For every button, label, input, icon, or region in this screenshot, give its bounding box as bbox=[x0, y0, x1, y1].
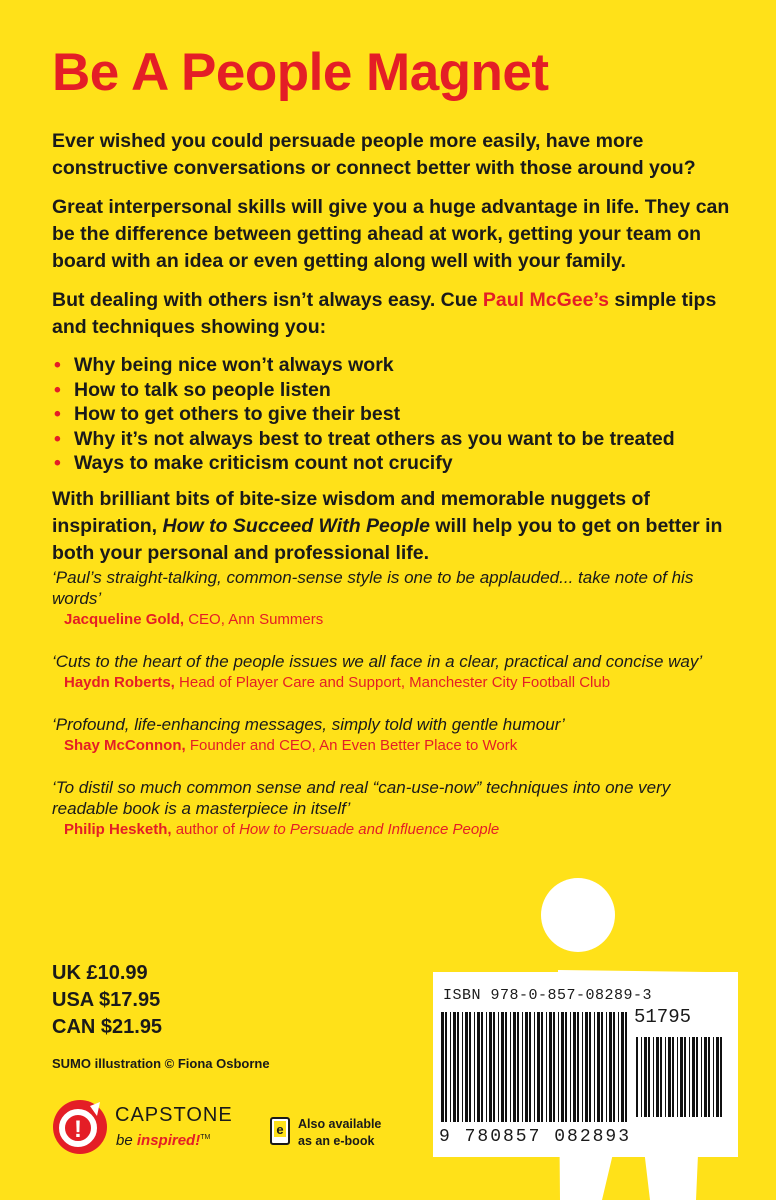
barcode-stripe bbox=[684, 1037, 686, 1117]
publisher-name: CAPSTONE bbox=[115, 1104, 233, 1126]
bullet-dot: • bbox=[54, 452, 61, 474]
price-line: UK £10.99 bbox=[52, 962, 148, 984]
endorsements bbox=[52, 567, 732, 861]
barcode-stripe bbox=[462, 1012, 463, 1122]
endorsement-quote: ‘Paul’s straight-talking, common-sense style is one to be applauded... take note of his words’ bbox=[52, 568, 694, 608]
barcode-stripe bbox=[561, 1012, 564, 1122]
endorsement bbox=[52, 714, 732, 756]
endorsement-attribution: Jacqueline Gold, CEO, Ann Summers bbox=[64, 611, 324, 628]
price-code: 51795 bbox=[634, 1006, 692, 1028]
barcode-stripe bbox=[636, 1037, 638, 1117]
bullet-dot: • bbox=[54, 427, 61, 450]
tips-list-item: • Ways to make criticism count not crucify bbox=[54, 452, 453, 474]
barcode-stripe bbox=[529, 1012, 531, 1122]
endorsement bbox=[52, 651, 732, 693]
barcode-stripe bbox=[525, 1012, 528, 1122]
barcode-stripe bbox=[537, 1012, 540, 1122]
ebook-note bbox=[270, 1113, 410, 1163]
barcode-stripe bbox=[457, 1012, 459, 1122]
barcode-stripe bbox=[450, 1012, 451, 1122]
barcode-stripe bbox=[573, 1012, 576, 1122]
barcode-stripe bbox=[648, 1037, 650, 1117]
endorser-name: Haydn Roberts, bbox=[64, 674, 175, 691]
svg-text:!: ! bbox=[74, 1116, 82, 1143]
barcode-stripe bbox=[597, 1012, 600, 1122]
barcode-stripe bbox=[582, 1012, 583, 1122]
barcode-stripe bbox=[716, 1037, 719, 1117]
ebook-icon bbox=[270, 1117, 290, 1145]
author-name: Paul McGee’s bbox=[482, 289, 610, 311]
ebook-line-2: as an e-book bbox=[298, 1134, 375, 1148]
page-title: Be A People Magnet bbox=[52, 43, 549, 102]
endorsement-quote: ‘Cuts to the heart of the people issues we all face in a clear, practical and concise way’ bbox=[52, 652, 703, 671]
barcode-stripe bbox=[713, 1037, 714, 1117]
barcode-stripe bbox=[653, 1037, 654, 1117]
barcode-stripe bbox=[498, 1012, 499, 1122]
blurb-paragraph-1: Ever wished you could persuade people more easily, have more constructive conversations or connect better with those around you? bbox=[52, 130, 696, 179]
barcode-stripe bbox=[621, 1012, 624, 1122]
barcode-stripe bbox=[585, 1012, 588, 1122]
publisher-tagline: be inspired!™ bbox=[116, 1132, 211, 1149]
barcode-stripe bbox=[493, 1012, 495, 1122]
barcode-stripe bbox=[453, 1012, 456, 1122]
barcode-stripe bbox=[601, 1012, 603, 1122]
barcode-stripe bbox=[553, 1012, 555, 1122]
barcode-stripe bbox=[501, 1012, 504, 1122]
endorsement-quote: ‘To distil so much common sense and real “can-use-now” techniques into one very readable book is a masterpiece in itself’ bbox=[52, 778, 671, 818]
isbn-text: ISBN 978-0-857-08289-3 bbox=[443, 987, 653, 1004]
endorser-name: Jacqueline Gold, bbox=[64, 611, 185, 628]
barcode-stripe bbox=[534, 1012, 535, 1122]
bullet-dot: • bbox=[54, 378, 61, 401]
endorsement bbox=[52, 567, 732, 630]
barcode-stripe bbox=[481, 1012, 483, 1122]
bullet-dot: • bbox=[54, 354, 61, 376]
barcode-stripe bbox=[517, 1012, 519, 1122]
svg-text:e: e bbox=[276, 1122, 284, 1137]
capstone-logo-icon bbox=[50, 1096, 110, 1158]
endorsement bbox=[52, 777, 732, 840]
barcode-stripe bbox=[441, 1012, 444, 1122]
barcode-stripe bbox=[541, 1012, 543, 1122]
endorsement-attribution: Haydn Roberts, Head of Player Care and Support, Manchester City Football Club bbox=[64, 674, 611, 691]
blurb-paragraph-4: With brilliant bits of bite-size wisdom and memorable nuggets of inspiration, How to Succeed With People will help you to get on better in both your personal and professional life. bbox=[52, 487, 723, 564]
tips-list-item: • Why being nice won’t always work bbox=[54, 354, 394, 376]
endorsement-attribution: Philip Hesketh, author of How to Persuade and Influence People bbox=[64, 821, 500, 838]
barcode-stripe bbox=[505, 1012, 507, 1122]
barcode-stripe bbox=[668, 1037, 671, 1117]
price-list bbox=[52, 960, 162, 1041]
barcode-stripe bbox=[680, 1037, 683, 1117]
barcode-stripe bbox=[641, 1037, 642, 1117]
barcode-stripe bbox=[570, 1012, 571, 1122]
barcode-stripe bbox=[720, 1037, 722, 1117]
barcode-stripe bbox=[665, 1037, 666, 1117]
blurb-paragraph-2: Great interpersonal skills will give you a huge advantage in life. They can be the difference between getting ahead at work, getting your team on board with an idea or even getting along well with your family. bbox=[52, 196, 730, 272]
barcode-stripe bbox=[625, 1012, 627, 1122]
barcode-stripe bbox=[549, 1012, 552, 1122]
ean-digits: 9 780857 082893 bbox=[439, 1127, 632, 1147]
endorser-name: Philip Hesketh, bbox=[64, 821, 172, 838]
barcode-stripe bbox=[606, 1012, 607, 1122]
barcode-stripe bbox=[656, 1037, 659, 1117]
barcode-stripe bbox=[445, 1012, 447, 1122]
endorser-name: Shay McConnon, bbox=[64, 737, 186, 754]
barcode-stripe bbox=[486, 1012, 487, 1122]
book-title: How to Succeed With People bbox=[162, 514, 430, 537]
barcode-stripe bbox=[489, 1012, 492, 1122]
barcode-stripe bbox=[677, 1037, 678, 1117]
barcode-stripe bbox=[618, 1012, 619, 1122]
tips-list-item: • Why it’s not always best to treat others as you want to be treated bbox=[54, 427, 675, 450]
tips-list-item: • How to talk so people listen bbox=[54, 378, 331, 401]
price-barcode bbox=[636, 1037, 722, 1117]
barcode-stripe bbox=[708, 1037, 710, 1117]
barcode-stripe bbox=[510, 1012, 511, 1122]
barcode-stripe bbox=[513, 1012, 516, 1122]
barcode-stripe bbox=[469, 1012, 471, 1122]
barcode-stripe bbox=[465, 1012, 468, 1122]
ebook-line-1: Also available bbox=[298, 1117, 382, 1131]
tips-list-item: • How to get others to give their best bbox=[54, 403, 401, 425]
barcode-stripe bbox=[613, 1012, 615, 1122]
price-line: USA $17.95 bbox=[52, 989, 161, 1011]
barcode-stripe bbox=[696, 1037, 698, 1117]
bullet-dot: • bbox=[54, 403, 61, 425]
barcode-stripe bbox=[644, 1037, 647, 1117]
barcode-stripe bbox=[701, 1037, 702, 1117]
barcode-stripe bbox=[594, 1012, 595, 1122]
barcode-label bbox=[433, 972, 738, 1157]
barcode-stripe bbox=[546, 1012, 547, 1122]
barcode-stripe bbox=[477, 1012, 480, 1122]
barcode-stripe bbox=[522, 1012, 523, 1122]
blurb-paragraph-3: But dealing with others isn’t always easy. Cue Paul McGee’s simple tips and techniques showing you: bbox=[52, 289, 717, 338]
barcode-stripe bbox=[558, 1012, 559, 1122]
endorsement-quote: ‘Profound, life-enhancing messages, simply told with gentle humour’ bbox=[52, 715, 565, 734]
barcode-stripe bbox=[672, 1037, 674, 1117]
barcode-stripe bbox=[689, 1037, 690, 1117]
price-line: CAN $21.95 bbox=[52, 1016, 163, 1038]
barcode-stripe bbox=[704, 1037, 707, 1117]
tips-list bbox=[52, 353, 742, 476]
blurb bbox=[52, 128, 742, 579]
barcode-stripe bbox=[577, 1012, 579, 1122]
publisher-logo bbox=[50, 1090, 270, 1170]
barcode-stripe bbox=[589, 1012, 591, 1122]
illustration-credit: SUMO illustration © Fiona Osborne bbox=[52, 1056, 270, 1071]
barcode-stripe bbox=[692, 1037, 695, 1117]
barcode-stripe bbox=[609, 1012, 612, 1122]
barcode-stripe bbox=[660, 1037, 662, 1117]
endorsement-attribution: Shay McConnon, Founder and CEO, An Even Better Place to Work bbox=[64, 737, 518, 754]
barcode-stripe bbox=[565, 1012, 567, 1122]
barcode-stripe bbox=[474, 1012, 475, 1122]
